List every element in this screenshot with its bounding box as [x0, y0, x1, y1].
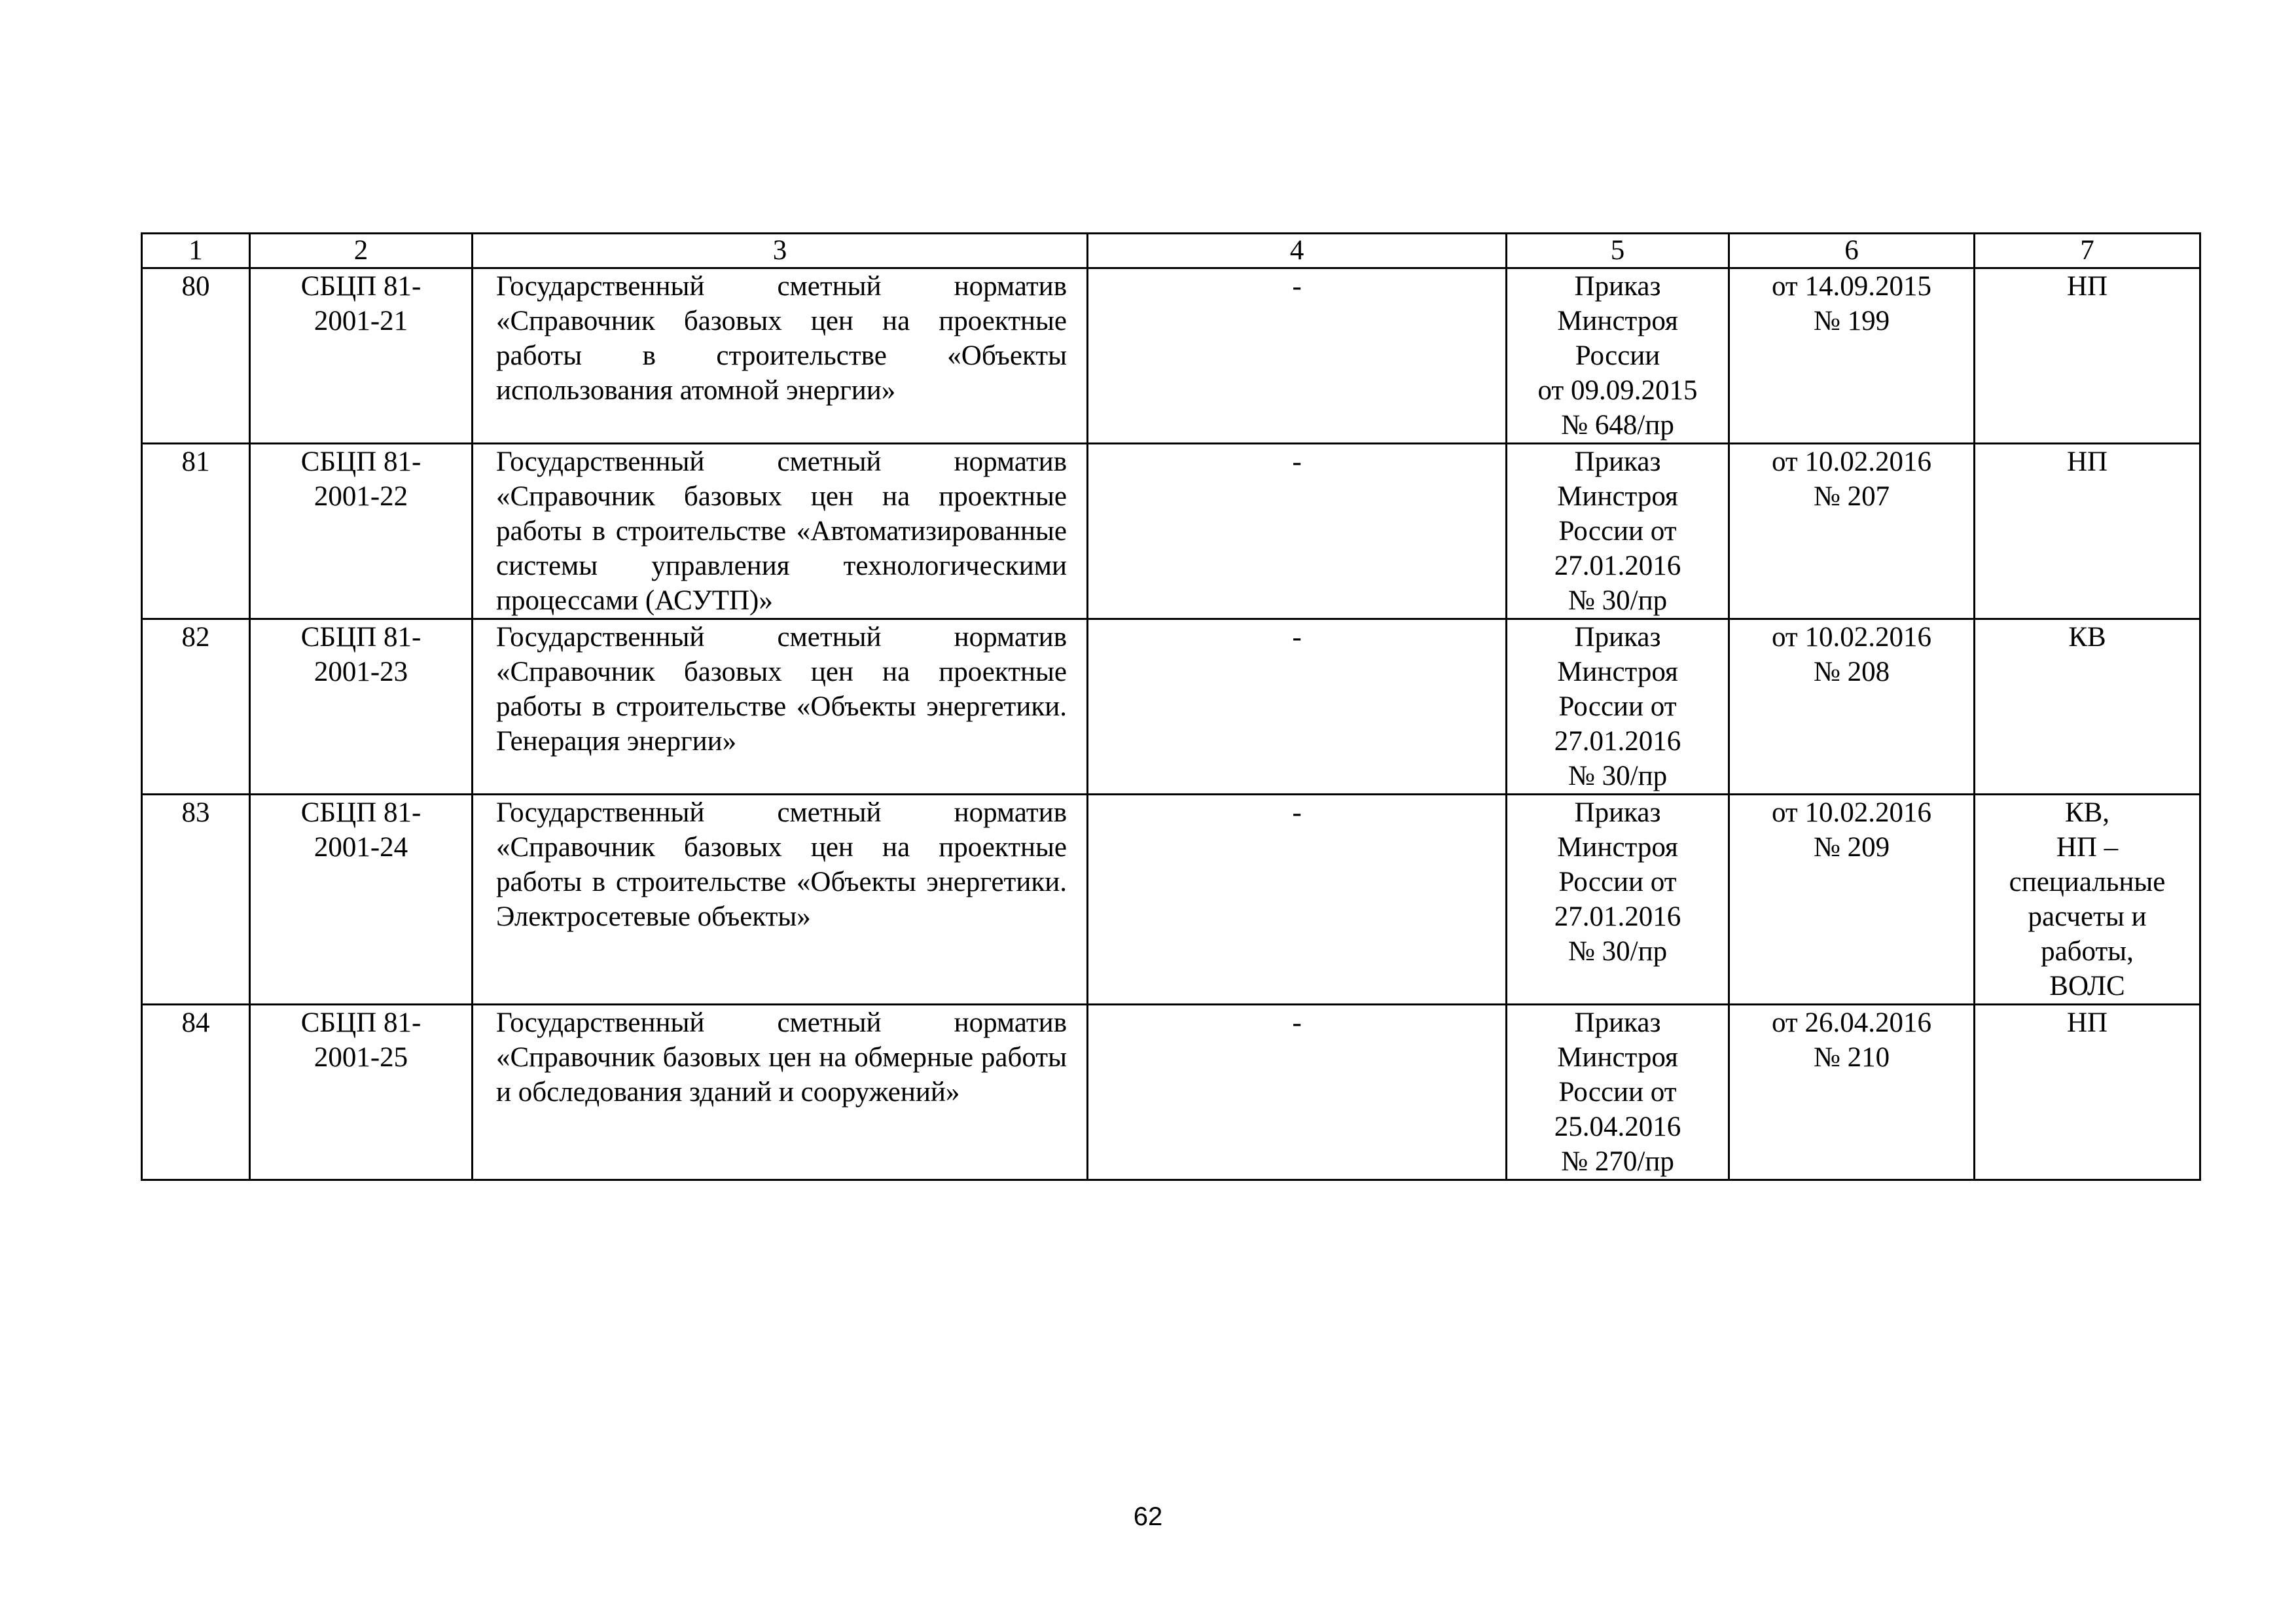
order-cell-line: России от — [1558, 1077, 1677, 1108]
table-row — [142, 795, 2200, 1005]
registration-cell — [1729, 444, 1975, 619]
code-cell-line: СБЦП 81- — [300, 1007, 422, 1038]
order-cell-line: Минстроя — [1557, 306, 1678, 336]
code-cell-line: СБЦП 81- — [300, 797, 422, 828]
status-cell-line: КВ — [2068, 622, 2106, 653]
order-cell-line: от 09.09.2015 — [1537, 375, 1698, 406]
column-4-cell: - — [1088, 268, 1507, 444]
status-cell — [1975, 795, 2200, 1005]
description-cell: Государственный сметный норматив «Справочник базовых цен на проектные работы в строительстве «Объекты энергетики. Генерация энергии» — [473, 619, 1088, 795]
code-cell — [250, 619, 473, 795]
order-cell-line: России — [1575, 340, 1660, 371]
order-cell-line: России от — [1558, 516, 1677, 547]
order-cell-line: Минстроя — [1557, 481, 1678, 512]
order-cell-line: № 30/пр — [1568, 761, 1668, 791]
status-cell-line: НП — [2066, 446, 2108, 477]
page-number: 62 — [1133, 1502, 1163, 1531]
column-header: 5 — [1507, 234, 1729, 268]
table-row — [142, 444, 2200, 619]
code-cell-line: 2001-21 — [314, 306, 408, 336]
order-cell-line: 25.04.2016 — [1554, 1111, 1681, 1142]
registration-cell-line: № 209 — [1813, 832, 1890, 863]
code-cell-line: СБЦП 81- — [300, 446, 422, 477]
code-cell-line: 2001-23 — [314, 657, 408, 687]
order-cell-line: Приказ — [1574, 622, 1661, 653]
document-table — [141, 232, 2201, 1181]
column-header: 7 — [1975, 234, 2200, 268]
code-cell — [250, 795, 473, 1005]
column-header: 1 — [142, 234, 250, 268]
status-cell-line: специальные — [2009, 867, 2166, 897]
description-cell: Государственный сметный норматив «Справочник базовых цен на проектные работы в строительстве «Автоматизированные системы управления технологическими процессами (АСУТП)» — [473, 444, 1088, 619]
code-cell — [250, 268, 473, 444]
column-header: 3 — [473, 234, 1088, 268]
status-cell — [1975, 619, 2200, 795]
order-cell-line: Минстроя — [1557, 1042, 1678, 1073]
status-cell-line: расчеты и — [2028, 901, 2147, 932]
description-cell: Государственный сметный норматив «Справочник базовых цен на проектные работы в строительстве «Объекты энергетики. Электросетевые объекты» — [473, 795, 1088, 1005]
order-cell-line: России от — [1558, 691, 1677, 722]
registration-cell-line: № 210 — [1813, 1042, 1890, 1073]
column-header: 4 — [1088, 234, 1507, 268]
order-cell — [1507, 268, 1729, 444]
code-cell — [250, 444, 473, 619]
registration-cell-line: от 14.09.2015 — [1772, 271, 1931, 302]
status-cell-line: НП – — [2056, 832, 2119, 863]
status-cell-line: ВОЛС — [2049, 971, 2125, 1001]
status-cell-line: КВ, — [2064, 797, 2110, 828]
table-row — [142, 1005, 2200, 1180]
status-cell-line: НП — [2066, 1007, 2108, 1038]
code-cell-line: 2001-22 — [314, 481, 408, 512]
registration-cell-line: от 10.02.2016 — [1772, 446, 1931, 477]
status-cell-line: НП — [2066, 271, 2108, 302]
registration-cell — [1729, 1005, 1975, 1180]
column-4-cell: - — [1088, 619, 1507, 795]
column-header: 6 — [1729, 234, 1975, 268]
order-cell-line: России от — [1558, 867, 1677, 897]
code-cell-line: СБЦП 81- — [300, 622, 422, 653]
registration-cell-line: от 26.04.2016 — [1772, 1007, 1931, 1038]
order-cell-line: Приказ — [1574, 271, 1661, 302]
registration-cell — [1729, 619, 1975, 795]
row-number-cell: 84 — [142, 1005, 250, 1180]
code-cell-line: СБЦП 81- — [300, 271, 422, 302]
order-cell-line: Приказ — [1574, 446, 1661, 477]
column-number-row — [142, 234, 2200, 268]
description-cell: Государственный сметный норматив «Справочник базовых цен на проектные работы в строительстве «Объекты использования атомной энергии» — [473, 268, 1088, 444]
order-cell — [1507, 795, 1729, 1005]
row-number-cell: 83 — [142, 795, 250, 1005]
table-row — [142, 619, 2200, 795]
order-cell-line: Минстроя — [1557, 657, 1678, 687]
column-header: 2 — [250, 234, 473, 268]
row-number-cell: 80 — [142, 268, 250, 444]
order-cell-line: № 648/пр — [1561, 410, 1674, 441]
registration-cell-line: от 10.02.2016 — [1772, 622, 1931, 653]
registration-cell-line: от 10.02.2016 — [1772, 797, 1931, 828]
status-cell — [1975, 268, 2200, 444]
registration-cell-line: № 199 — [1813, 306, 1890, 336]
column-4-cell: - — [1088, 444, 1507, 619]
order-cell-line: Приказ — [1574, 1007, 1661, 1038]
code-cell-line: 2001-24 — [314, 832, 408, 863]
status-cell — [1975, 1005, 2200, 1180]
row-number-cell: 81 — [142, 444, 250, 619]
row-number-cell: 82 — [142, 619, 250, 795]
registration-cell-line: № 207 — [1813, 481, 1890, 512]
order-cell-line: № 30/пр — [1568, 585, 1668, 616]
registration-cell — [1729, 795, 1975, 1005]
order-cell-line: Приказ — [1574, 797, 1661, 828]
column-4-cell: - — [1088, 795, 1507, 1005]
order-cell-line: Минстроя — [1557, 832, 1678, 863]
order-cell — [1507, 619, 1729, 795]
order-cell-line: 27.01.2016 — [1554, 901, 1681, 932]
code-cell — [250, 1005, 473, 1180]
column-4-cell: - — [1088, 1005, 1507, 1180]
registration-cell-line: № 208 — [1813, 657, 1890, 687]
order-cell-line: № 270/пр — [1561, 1146, 1674, 1177]
table-body — [142, 234, 2200, 1180]
order-cell-line: 27.01.2016 — [1554, 550, 1681, 581]
table-row — [142, 268, 2200, 444]
order-cell-line: № 30/пр — [1568, 936, 1668, 967]
status-cell-line: работы, — [2041, 936, 2134, 967]
order-cell-line: 27.01.2016 — [1554, 726, 1681, 757]
order-cell — [1507, 444, 1729, 619]
registration-cell — [1729, 268, 1975, 444]
order-cell — [1507, 1005, 1729, 1180]
description-cell: Государственный сметный норматив «Справочник базовых цен на обмерные работы и обследования зданий и сооружений» — [473, 1005, 1088, 1180]
code-cell-line: 2001-25 — [314, 1042, 408, 1073]
status-cell — [1975, 444, 2200, 619]
